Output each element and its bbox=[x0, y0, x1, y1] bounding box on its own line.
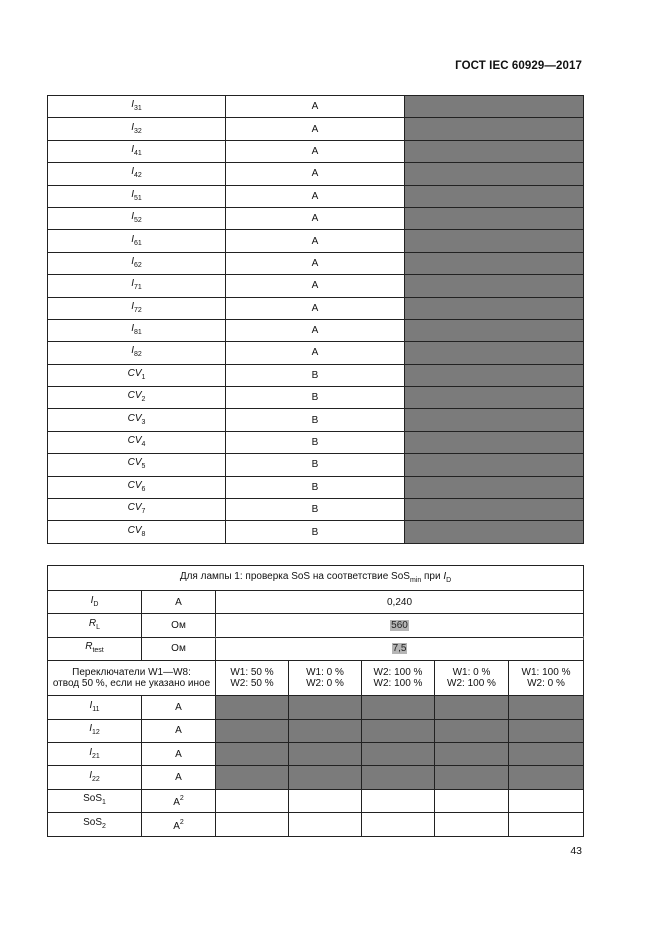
shaded-cell bbox=[405, 364, 584, 386]
switch-label: Переключатели W1—W8: отвод 50 %, если не указано иное bbox=[48, 661, 216, 696]
shaded-cell bbox=[405, 252, 584, 274]
current-row: $I_{11}$ A bbox=[48, 696, 584, 719]
table-row bbox=[48, 342, 584, 364]
current-row: $I_{22}$ A bbox=[48, 766, 584, 789]
id-row bbox=[48, 591, 584, 614]
parameter-unit: A bbox=[226, 342, 405, 364]
parameter-unit: B bbox=[226, 387, 405, 409]
rl-value: 560 bbox=[216, 614, 584, 637]
parameter-symbol: $I_{62}$ bbox=[48, 252, 226, 274]
rtest-symbol: $R_{test}$ bbox=[48, 637, 142, 660]
parameter-symbol: $CV_3$ bbox=[48, 409, 226, 431]
parameter-symbol: $CV_5$ bbox=[48, 454, 226, 476]
table-row bbox=[48, 454, 584, 476]
lamp1-sos-table bbox=[47, 565, 584, 837]
parameter-symbol: $CV_2$ bbox=[48, 387, 226, 409]
shaded-cell bbox=[405, 207, 584, 229]
parameter-unit: B bbox=[226, 454, 405, 476]
shaded-cell bbox=[405, 185, 584, 207]
rl-unit: Ом bbox=[142, 614, 216, 637]
parameter-unit: B bbox=[226, 521, 405, 543]
measurement-table-1 bbox=[47, 95, 584, 544]
shaded-cell bbox=[405, 230, 584, 252]
shaded-cell bbox=[405, 118, 584, 140]
table-row bbox=[48, 499, 584, 521]
parameter-unit: A bbox=[226, 207, 405, 229]
shaded-cell bbox=[405, 476, 584, 498]
table-title-row bbox=[48, 566, 584, 591]
parameter-symbol: $CV_8$ bbox=[48, 521, 226, 543]
table-row bbox=[48, 297, 584, 319]
sos-row: SoS$_2$ $A^2$ bbox=[48, 813, 584, 836]
table-row bbox=[48, 140, 584, 162]
sos-row: SoS$_1$ $A^2$ bbox=[48, 789, 584, 812]
parameter-unit: B bbox=[226, 431, 405, 453]
parameter-unit: B bbox=[226, 499, 405, 521]
table-row bbox=[48, 431, 584, 453]
parameter-unit: B bbox=[226, 476, 405, 498]
parameter-symbol: $I_{72}$ bbox=[48, 297, 226, 319]
parameter-symbol: $CV_6$ bbox=[48, 476, 226, 498]
shaded-cell bbox=[405, 409, 584, 431]
shaded-cell bbox=[405, 521, 584, 543]
shaded-cell bbox=[405, 140, 584, 162]
parameter-unit: A bbox=[226, 118, 405, 140]
rl-symbol: $R_L$ bbox=[48, 614, 142, 637]
switch-settings-row bbox=[48, 661, 584, 696]
parameter-unit: A bbox=[226, 252, 405, 274]
switch-col-4: W1: 0 % W2: 100 % bbox=[435, 661, 509, 696]
shaded-cell bbox=[405, 342, 584, 364]
rtest-value: 7,5 bbox=[216, 637, 584, 660]
rl-row bbox=[48, 614, 584, 637]
parameter-symbol: $I_{51}$ bbox=[48, 185, 226, 207]
table-row bbox=[48, 207, 584, 229]
parameter-unit: A bbox=[226, 297, 405, 319]
switch-col-5: W1: 100 % W2: 0 % bbox=[509, 661, 584, 696]
shaded-cell bbox=[405, 431, 584, 453]
table-row bbox=[48, 163, 584, 185]
id-symbol: $I_D$ bbox=[48, 591, 142, 614]
parameter-symbol: $CV_1$ bbox=[48, 364, 226, 386]
table-row bbox=[48, 476, 584, 498]
parameter-symbol: $I_{42}$ bbox=[48, 163, 226, 185]
parameter-symbol: $I_{61}$ bbox=[48, 230, 226, 252]
table-row bbox=[48, 387, 584, 409]
parameter-symbol: $I_{82}$ bbox=[48, 342, 226, 364]
parameter-unit: A bbox=[226, 319, 405, 341]
parameter-unit: A bbox=[226, 140, 405, 162]
shaded-cell bbox=[405, 499, 584, 521]
switch-col-1: W1: 50 % W2: 50 % bbox=[216, 661, 289, 696]
switch-col-3: W2: 100 % W2: 100 % bbox=[362, 661, 435, 696]
id-value: 0,240 bbox=[216, 591, 584, 614]
table-row bbox=[48, 118, 584, 140]
parameter-unit: B bbox=[226, 409, 405, 431]
id-unit: A bbox=[142, 591, 216, 614]
table-row bbox=[48, 185, 584, 207]
rtest-row bbox=[48, 637, 584, 660]
current-row: $I_{21}$ A bbox=[48, 742, 584, 765]
table-row bbox=[48, 275, 584, 297]
table-title: Для лампы 1: проверка SoS на соответствие SoS$_{min}$ при $I_D$ bbox=[48, 566, 584, 591]
parameter-unit: A bbox=[226, 185, 405, 207]
parameter-symbol: $I_{81}$ bbox=[48, 319, 226, 341]
shaded-cell bbox=[405, 163, 584, 185]
shaded-cell bbox=[405, 275, 584, 297]
shaded-cell bbox=[405, 319, 584, 341]
table-row bbox=[48, 364, 584, 386]
table-row bbox=[48, 96, 584, 118]
parameter-unit: A bbox=[226, 96, 405, 118]
page-number: 43 bbox=[570, 845, 582, 857]
table-row bbox=[48, 319, 584, 341]
shaded-cell bbox=[405, 96, 584, 118]
table-row bbox=[48, 230, 584, 252]
parameter-unit: A bbox=[226, 230, 405, 252]
shaded-cell bbox=[405, 454, 584, 476]
parameter-unit: A bbox=[226, 163, 405, 185]
table-row bbox=[48, 409, 584, 431]
current-row: $I_{12}$ A bbox=[48, 719, 584, 742]
shaded-cell bbox=[405, 297, 584, 319]
parameter-symbol: $I_{71}$ bbox=[48, 275, 226, 297]
shaded-cell bbox=[405, 387, 584, 409]
parameter-symbol: $I_{32}$ bbox=[48, 118, 226, 140]
parameter-symbol: $I_{52}$ bbox=[48, 207, 226, 229]
parameter-unit: A bbox=[226, 275, 405, 297]
parameter-symbol: $CV_4$ bbox=[48, 431, 226, 453]
parameter-symbol: $CV_7$ bbox=[48, 499, 226, 521]
switch-col-2: W1: 0 % W2: 0 % bbox=[289, 661, 362, 696]
document-code: ГОСТ IEC 60929—2017 bbox=[455, 60, 582, 72]
parameter-unit: B bbox=[226, 364, 405, 386]
table-row bbox=[48, 252, 584, 274]
parameter-symbol: $I_{41}$ bbox=[48, 140, 226, 162]
parameter-symbol: $I_{31}$ bbox=[48, 96, 226, 118]
rtest-unit: Ом bbox=[142, 637, 216, 660]
table-row bbox=[48, 521, 584, 543]
